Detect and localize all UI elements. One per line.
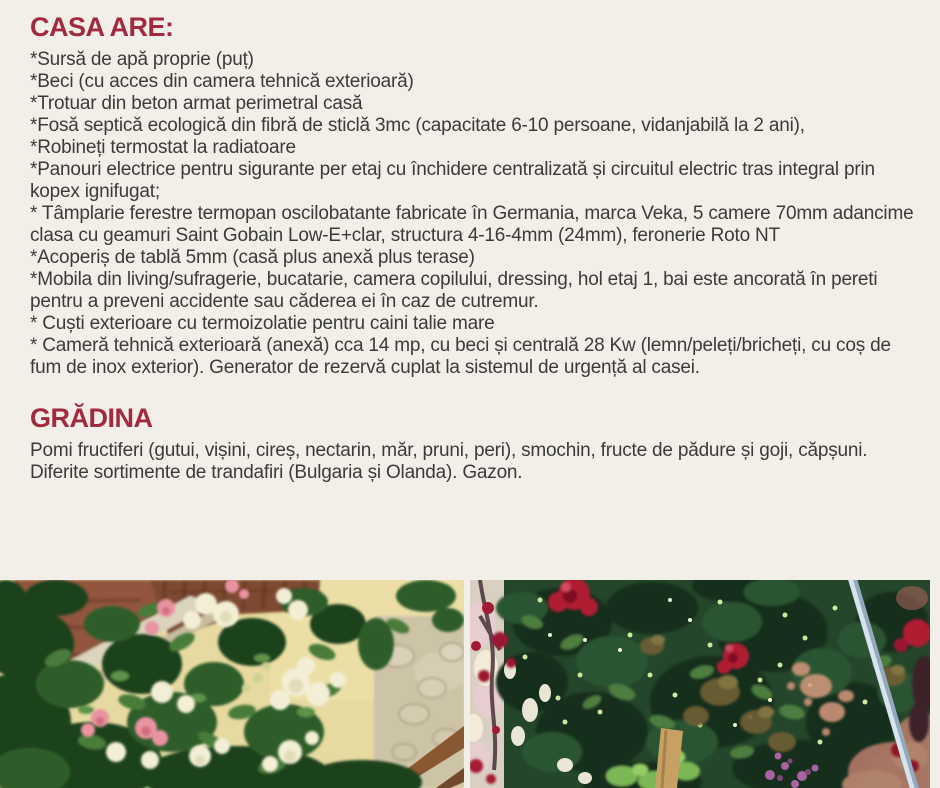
listing-text: [30, 12, 922, 484]
casa-item: *Acoperiș de tablă 5mm (casă plus anexă plus terase): [30, 247, 475, 268]
casa-item: *Beci (cu acces din camera tehnică exterioară): [30, 71, 414, 92]
casa-item: *Mobila din living/sufragerie, bucatarie, camera copilului, dressing, hol etaj 1, bai este ancorată în pereti pentru a preveni accidente sau căderea ei în caz de cutremur.: [30, 269, 878, 312]
right-photo-illustration: [470, 580, 930, 788]
casa-item: * Cuști exterioare cu termoizolatie pentru caini talie mare: [30, 313, 495, 334]
garden-photo-white-pink-roses: [0, 580, 464, 788]
casa-section-title: CASA ARE:: [30, 12, 174, 42]
casa-item: * Cameră tehnică exterioară (anexă) cca 14 mp, cu beci și centrală 28 Kw (lemn/peleți/bricheți, cu coș de fum de inox exterior). Generator de rezervă cuplat la sistemul de urgență al casei.: [30, 335, 891, 378]
casa-item: *Trotuar din beton armat perimetral casă: [30, 93, 363, 114]
casa-item: *Robineți termostat la radiatoare: [30, 137, 296, 158]
casa-item: *Panouri electrice pentru sigurante per etaj cu închidere centralizată și circuitul electric tras integral prin kopex ignifugat;: [30, 159, 875, 202]
gradina-text: Pomi fructiferi (gutui, vișini, cireș, nectarin, măr, pruni, peri), smochin, fructe de pădure și goji, căpșuni. Diferite sortimente de trandafiri (Bulgaria și Olanda). Gazon.: [30, 440, 868, 483]
garden-photo-red-roses: [470, 580, 930, 788]
casa-item: * Tâmplarie ferestre termopan oscilobatante fabricate în Germania, marca Veka, 5 camere 70mm adancime clasa cu geamuri Saint Gobain Low-E+clar, structura 4-16-4mm (24mm), feronerie Roto NT: [30, 203, 914, 246]
casa-item: *Fosă septică ecologică din fibră de sticlă 3mc (capacitate 6-10 persoane, vidanjabilă la 2 ani),: [30, 115, 805, 136]
left-photo-illustration: [0, 580, 464, 788]
casa-item: *Sursă de apă proprie (puț): [30, 49, 254, 70]
gradina-section-title: GRĂDINA: [30, 403, 153, 433]
